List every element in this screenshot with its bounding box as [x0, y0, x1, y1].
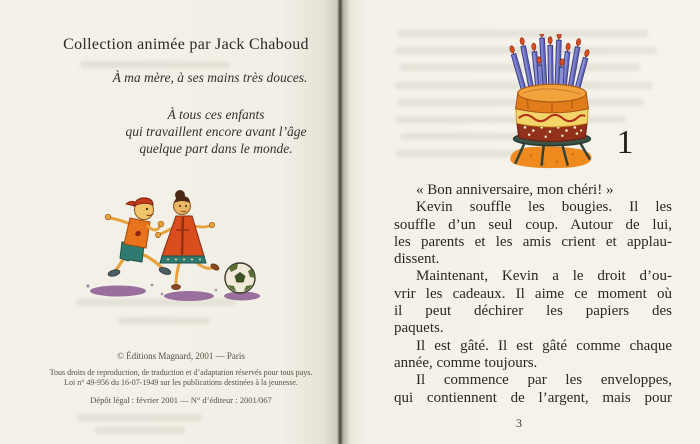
story-line: qui contiennent de l’argent, mais pour — [394, 389, 672, 406]
left-page — [0, 0, 340, 444]
imprint-line: Dépôt légal : février 2001 — N° d’éditeur : 2001/067 — [90, 395, 272, 405]
story-line: les parents et les amis crient et applau- — [394, 233, 672, 250]
story-line: souffle d’un seul coup. Autour de lui, — [394, 216, 672, 233]
page-bleed-artifact — [77, 414, 202, 421]
dedication-line: quelque part dans le monde. — [139, 141, 293, 156]
story-line: Il est gâté. Il est gâté comme chaque — [416, 337, 672, 354]
story-line: « Bon anniversaire, mon chéri! » — [416, 182, 614, 198]
page-number: 3 — [516, 416, 522, 430]
story-line: il peut déchirer les papiers des — [394, 303, 672, 320]
children-soccer-illustration — [76, 190, 271, 302]
birthday-cake-illustration — [500, 34, 604, 170]
page-bleed-artifact — [80, 61, 230, 68]
dedication-primary: À ma mère, à ses mains très douces. — [112, 70, 308, 85]
story-text — [394, 182, 672, 407]
story-line: dissent. — [394, 251, 440, 268]
story-line: année, comme toujours. — [394, 354, 538, 371]
imprint-line: Loi n° 49-956 du 16-07-1949 sur les publications destinées à la jeunesse. — [64, 378, 298, 387]
imprint-block — [22, 351, 340, 405]
chapter-number: 1 — [616, 124, 634, 161]
page-bleed-artifact — [95, 427, 185, 434]
dedication-line: qui travaillent encore avant l’âge — [125, 124, 307, 139]
story-line: vrir les cadeaux. Il aime ce moment où — [394, 285, 672, 302]
collection-heading: Collection animée par Jack Chaboud — [63, 36, 309, 53]
story-line: paquets. — [394, 320, 444, 337]
book-gutter — [338, 0, 342, 444]
dedication-line: À tous ces enfants — [167, 107, 265, 122]
story-line: Kevin souffle les bougies. Il les — [416, 199, 672, 216]
imprint-line: © Éditions Magnard, 2001 — Paris — [117, 351, 245, 361]
page-bleed-artifact — [118, 317, 210, 324]
story-line: Il commence par les enveloppes, — [416, 372, 672, 389]
soccer-ball — [225, 263, 255, 293]
imprint-line: Tous droits de reproduction, de traduction et d’adaptation réservés pour tous pays. — [49, 368, 313, 377]
dedication-secondary — [112, 106, 320, 157]
story-line: Maintenant, Kevin a le droit d’ou- — [416, 268, 672, 285]
